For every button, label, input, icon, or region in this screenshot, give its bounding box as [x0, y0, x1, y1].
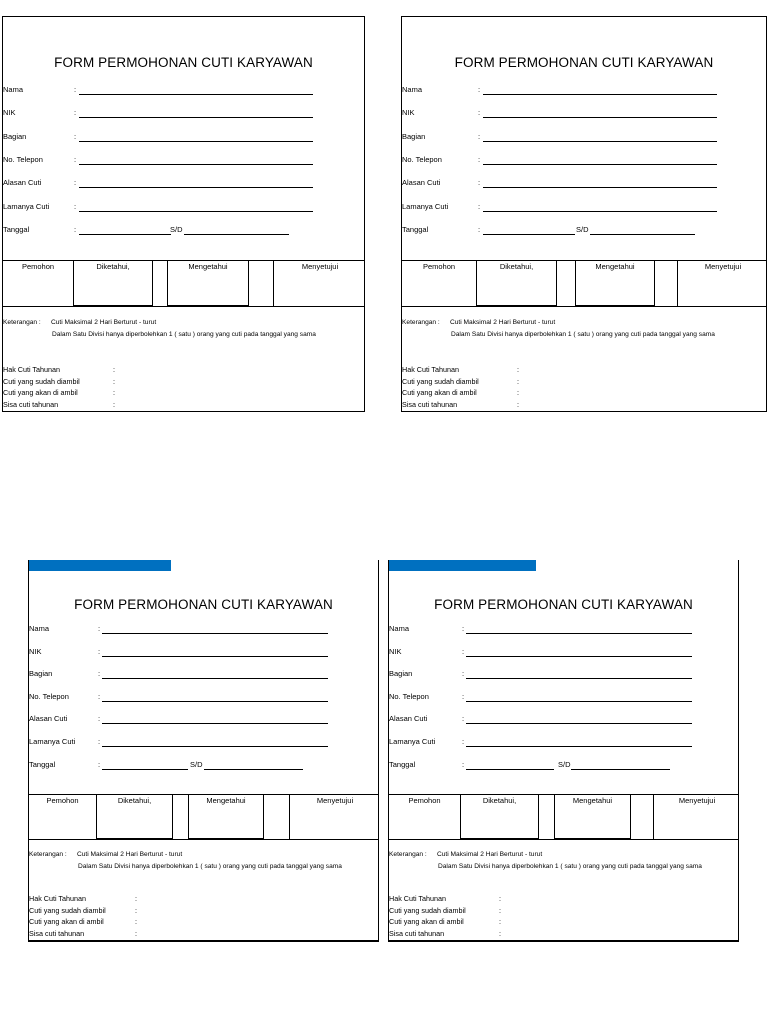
field-row [402, 108, 768, 120]
field-label: NIK [389, 646, 402, 656]
field-blank-line [102, 678, 328, 679]
field-colon: : [74, 85, 77, 94]
leave-summary-label: Sisa cuti tahunan [389, 928, 445, 938]
field-label: Alasan Cuti [389, 714, 428, 724]
notes-line-1: Cuti Maksimal 2 Hari Berturut - turut [51, 319, 157, 326]
field-label: No. Telepon [3, 154, 43, 164]
notes-line-1: Cuti Maksimal 2 Hari Berturut - turut [77, 851, 183, 858]
field-label: Bagian [3, 131, 27, 141]
field-blank-line [102, 656, 328, 657]
leave-summary-colon: : [113, 399, 115, 409]
field-label: No. Telepon [389, 691, 429, 701]
field-colon: : [74, 154, 77, 164]
leave-summary-colon: : [113, 365, 115, 374]
field-row [29, 760, 380, 772]
signature-row-bottom-border [402, 306, 766, 307]
field-label: NIK [29, 646, 42, 656]
field-label: NIK [3, 108, 16, 118]
date-separator: S/D [170, 224, 183, 234]
field-label: Lamanya Cuti [29, 737, 76, 746]
field-blank-line [466, 701, 692, 702]
leave-summary-row [402, 400, 768, 409]
leave-summary-label: Sisa cuti tahunan [3, 399, 59, 409]
field-row [29, 624, 380, 636]
field-blank-line [483, 164, 717, 165]
leave-summary-label: Cuti yang akan di ambil [389, 917, 464, 927]
field-label: Lamanya Cuti [402, 201, 449, 211]
leave-summary-colon: : [517, 376, 519, 386]
leave-summary-row [29, 929, 380, 938]
form-title: FORM PERMOHONAN CUTI KARYAWAN [454, 55, 714, 70]
form-title: FORM PERMOHONAN CUTI KARYAWAN [74, 597, 333, 612]
field-colon: : [478, 154, 481, 164]
field-row [3, 132, 366, 144]
field-row [29, 647, 380, 659]
leave-summary-label: Sisa cuti tahunan [29, 928, 85, 938]
field-colon: : [74, 201, 77, 211]
notes-prefix: Keterangan : [389, 851, 427, 858]
field-label: Alasan Cuti [402, 178, 441, 188]
form-top-left [2, 16, 365, 412]
signature-diketahui: Diketahui, [96, 794, 173, 839]
notes-line-2: Dalam Satu Divisi hanya diperbolehkan 1 ( satu ) orang yang cuti pada tanggal yang sama [78, 863, 342, 870]
leave-summary-label: Cuti yang sudah diambil [389, 905, 466, 915]
field-row [389, 692, 740, 704]
date-to-blank-line [571, 769, 670, 770]
field-blank-line [483, 211, 717, 212]
leave-summary-row [389, 917, 740, 926]
field-label: Tanggal [29, 759, 56, 769]
leave-summary-label: Cuti yang sudah diambil [3, 376, 80, 386]
field-colon: : [98, 669, 101, 679]
leave-summary-colon: : [517, 399, 519, 409]
field-blank-line [79, 141, 313, 142]
leave-summary-label: Sisa cuti tahunan [402, 399, 458, 409]
field-label: No. Telepon [29, 691, 69, 701]
field-label: Nama [402, 85, 423, 94]
field-row [29, 737, 380, 749]
field-row [29, 692, 380, 704]
field-blank-line [483, 94, 717, 95]
leave-summary-colon: : [517, 388, 519, 398]
field-label: Tanggal [3, 224, 30, 234]
leave-summary-colon: : [499, 917, 501, 927]
date-to-blank-line [184, 234, 289, 235]
field-blank-line [79, 211, 313, 212]
notes-line-1: Cuti Maksimal 2 Hari Berturut - turut [437, 851, 543, 858]
field-row [389, 669, 740, 681]
field-colon: : [98, 714, 101, 724]
signature-menyetujui: Menyetujui [273, 260, 366, 306]
leave-summary-row [3, 365, 366, 374]
notes-prefix: Keterangan : [29, 851, 67, 858]
leave-summary-row [402, 377, 768, 386]
field-colon: : [462, 691, 465, 701]
date-separator: S/D [558, 759, 571, 769]
leave-summary-colon: : [135, 894, 137, 903]
field-blank-line [483, 141, 717, 142]
leave-summary-colon: : [517, 365, 519, 374]
notes-prefix: Keterangan : [3, 319, 41, 326]
leave-summary-colon: : [499, 905, 501, 915]
field-colon: : [74, 108, 77, 118]
form-bottom-right [388, 560, 739, 942]
field-colon: : [478, 201, 481, 211]
field-label: Alasan Cuti [3, 178, 42, 188]
field-colon: : [478, 85, 481, 94]
field-label: No. Telepon [402, 154, 442, 164]
field-row [389, 714, 740, 726]
field-label: Tanggal [402, 224, 429, 234]
signature-diketahui: Diketahui, [476, 260, 557, 306]
field-blank-line [102, 633, 328, 634]
leave-summary-label: Hak Cuti Tahunan [29, 894, 87, 903]
field-colon: : [462, 646, 465, 656]
field-blank-line [466, 678, 692, 679]
field-colon: : [74, 178, 77, 188]
notes-line-2: Dalam Satu Divisi hanya diperbolehkan 1 ( satu ) orang yang cuti pada tanggal yang sama [438, 863, 702, 870]
leave-summary-label: Cuti yang sudah diambil [29, 905, 106, 915]
field-colon: : [74, 224, 77, 234]
field-colon: : [98, 737, 101, 746]
field-label: Lamanya Cuti [3, 201, 50, 211]
leave-summary-row [3, 388, 366, 397]
signature-row-bottom-border [29, 839, 378, 840]
field-row [402, 225, 768, 237]
leave-summary-row [29, 894, 380, 903]
signature-mengetahui: Mengetahui [554, 794, 631, 839]
field-label: Nama [3, 85, 24, 94]
leave-summary-row [29, 906, 380, 915]
leave-summary-label: Cuti yang akan di ambil [402, 388, 477, 398]
date-from-blank-line [79, 234, 171, 235]
leave-summary-colon: : [499, 928, 501, 938]
field-row [389, 624, 740, 636]
leave-summary-colon: : [135, 917, 137, 927]
signature-pemohon: Pemohon [21, 262, 55, 271]
field-row [402, 85, 768, 97]
field-colon: : [462, 737, 465, 746]
field-row [402, 155, 768, 167]
leave-summary-row [389, 894, 740, 903]
field-label: Bagian [402, 131, 426, 141]
field-blank-line [79, 187, 313, 188]
field-row [389, 647, 740, 659]
leave-summary-label: Hak Cuti Tahunan [402, 365, 460, 374]
signature-pemohon: Pemohon [408, 796, 441, 805]
field-label: Nama [389, 624, 410, 633]
accent-bar [389, 560, 536, 571]
field-row [3, 108, 366, 120]
form-bottom-left [28, 560, 379, 942]
date-to-blank-line [204, 769, 303, 770]
leave-summary-row [3, 377, 366, 386]
leave-summary-colon: : [135, 928, 137, 938]
field-blank-line [483, 187, 717, 188]
signature-diketahui: Diketahui, [73, 260, 153, 306]
leave-summary-row [389, 906, 740, 915]
field-colon: : [98, 691, 101, 701]
signature-diketahui: Diketahui, [460, 794, 539, 839]
leave-summary-label: Cuti yang akan di ambil [3, 388, 78, 398]
field-blank-line [466, 633, 692, 634]
field-colon: : [98, 759, 101, 769]
field-label: Bagian [29, 669, 53, 679]
field-row [402, 132, 768, 144]
field-row [29, 714, 380, 726]
field-row [3, 202, 366, 214]
field-colon: : [462, 714, 465, 724]
signature-pemohon: Pemohon [422, 262, 456, 271]
field-colon: : [462, 669, 465, 679]
field-colon: : [478, 224, 481, 234]
date-from-blank-line [102, 769, 188, 770]
signature-menyetujui: Menyetujui [677, 260, 768, 306]
leave-summary-colon: : [499, 894, 501, 903]
field-label: Bagian [389, 669, 413, 679]
leave-summary-colon: : [113, 376, 115, 386]
field-label: Lamanya Cuti [389, 737, 436, 746]
notes-line-2: Dalam Satu Divisi hanya diperbolehkan 1 ( satu ) orang yang cuti pada tanggal yang sama [52, 331, 316, 338]
leave-summary-label: Hak Cuti Tahunan [3, 365, 61, 374]
field-blank-line [79, 94, 313, 95]
leave-summary-colon: : [135, 905, 137, 915]
signature-mengetahui: Mengetahui [167, 260, 249, 306]
field-row [29, 669, 380, 681]
field-row [402, 178, 768, 190]
field-blank-line [102, 746, 328, 747]
field-colon: : [98, 646, 101, 656]
leave-summary-row [402, 365, 768, 374]
field-blank-line [79, 117, 313, 118]
date-from-blank-line [483, 234, 575, 235]
signature-mengetahui: Mengetahui [188, 794, 264, 839]
field-colon: : [478, 108, 481, 118]
field-label: Nama [29, 624, 50, 633]
field-label: NIK [402, 108, 415, 118]
field-blank-line [102, 701, 328, 702]
field-colon: : [462, 624, 465, 633]
form-title: FORM PERMOHONAN CUTI KARYAWAN [54, 55, 313, 70]
form-title: FORM PERMOHONAN CUTI KARYAWAN [434, 597, 693, 612]
field-label: Alasan Cuti [29, 714, 68, 724]
field-row [3, 155, 366, 167]
leave-summary-row [402, 388, 768, 397]
notes-line-2: Dalam Satu Divisi hanya diperbolehkan 1 ( satu ) orang yang cuti pada tanggal yang sama [451, 331, 715, 338]
field-colon: : [478, 178, 481, 188]
field-colon: : [74, 131, 77, 141]
leave-summary-colon: : [113, 388, 115, 398]
signature-mengetahui: Mengetahui [575, 260, 655, 306]
date-separator: S/D [190, 759, 203, 769]
form-top-right [401, 16, 767, 412]
notes-prefix: Keterangan : [402, 319, 440, 326]
field-row [402, 202, 768, 214]
signature-row-bottom-border [389, 839, 738, 840]
field-row [389, 760, 740, 772]
field-blank-line [466, 746, 692, 747]
signature-menyetujui: Menyetujui [653, 794, 740, 839]
field-row [3, 225, 366, 237]
signature-menyetujui: Menyetujui [289, 794, 380, 839]
field-colon: : [462, 759, 465, 769]
date-separator: S/D [576, 224, 589, 234]
date-from-blank-line [466, 769, 554, 770]
date-to-blank-line [590, 234, 695, 235]
field-label: Tanggal [389, 759, 416, 769]
field-blank-line [466, 723, 692, 724]
leave-summary-row [3, 400, 366, 409]
field-blank-line [79, 164, 313, 165]
field-row [3, 85, 366, 97]
field-colon: : [98, 624, 101, 633]
signature-pemohon: Pemohon [46, 796, 79, 805]
field-blank-line [102, 723, 328, 724]
notes-line-1: Cuti Maksimal 2 Hari Berturut - turut [450, 319, 556, 326]
field-blank-line [466, 656, 692, 657]
leave-summary-label: Cuti yang akan di ambil [29, 917, 104, 927]
leave-summary-row [389, 929, 740, 938]
field-row [389, 737, 740, 749]
field-row [3, 178, 366, 190]
accent-bar [29, 560, 171, 571]
leave-summary-row [29, 917, 380, 926]
signature-row-bottom-border [3, 306, 364, 307]
leave-summary-label: Hak Cuti Tahunan [389, 894, 447, 903]
leave-summary-label: Cuti yang sudah diambil [402, 376, 479, 386]
field-colon: : [478, 131, 481, 141]
field-blank-line [483, 117, 717, 118]
